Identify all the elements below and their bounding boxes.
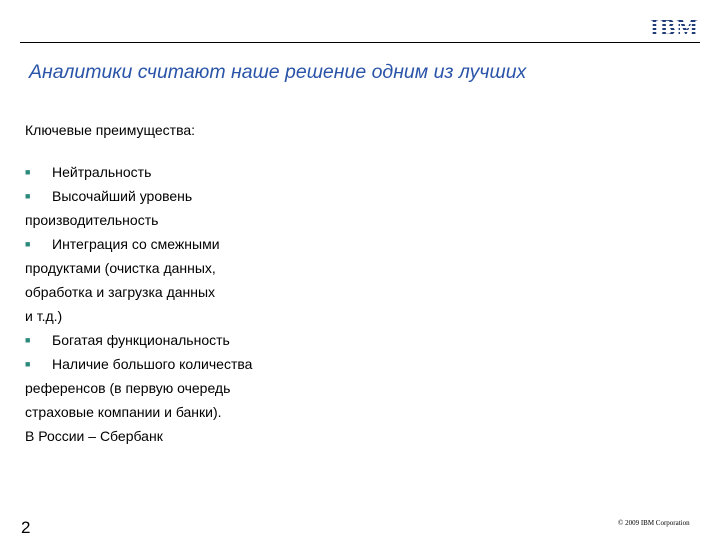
bullet-icon: ■ [25, 167, 31, 177]
list-item-continuation: продуктами (очистка данных, [25, 260, 216, 276]
list-item [25, 160, 325, 184]
slide-subtitle: Ключевые преимущества: [25, 122, 196, 138]
list-item-text: Интеграция со смежными [52, 236, 220, 252]
header-divider [20, 42, 700, 43]
list-item-text: Высочайший уровень [52, 188, 193, 204]
list-item-continuation: обработка и загрузка данных [25, 284, 216, 300]
list-item-continuation: и т.д.) [25, 308, 63, 324]
list-item-text: Наличие большого количества [52, 356, 253, 372]
list-item [25, 232, 325, 256]
list-item [25, 328, 325, 352]
list-item-continuation: производительность [25, 212, 159, 228]
slide-title: Аналитики считают наше решение одним из лучших [29, 61, 527, 83]
list-item [25, 184, 325, 208]
page-number: 2 [21, 518, 31, 537]
copyright-notice: © 2009 IBM Corporation [618, 519, 690, 527]
list-item [25, 352, 325, 376]
ibm-logo: IBM [650, 15, 699, 40]
list-item-text: Нейтральность [52, 164, 152, 180]
bullet-icon: ■ [25, 191, 31, 201]
list-item-text: Богатая функциональность [52, 332, 230, 348]
list-item-continuation: В России – Сбербанк [25, 428, 163, 444]
bullet-icon: ■ [25, 359, 31, 369]
slide-body [25, 160, 325, 448]
bullet-icon: ■ [25, 239, 31, 249]
bullet-icon: ■ [25, 335, 31, 345]
list-item-continuation: страховые компании и банки). [25, 404, 222, 420]
list-item-continuation: референсов (в первую очередь [25, 380, 231, 396]
